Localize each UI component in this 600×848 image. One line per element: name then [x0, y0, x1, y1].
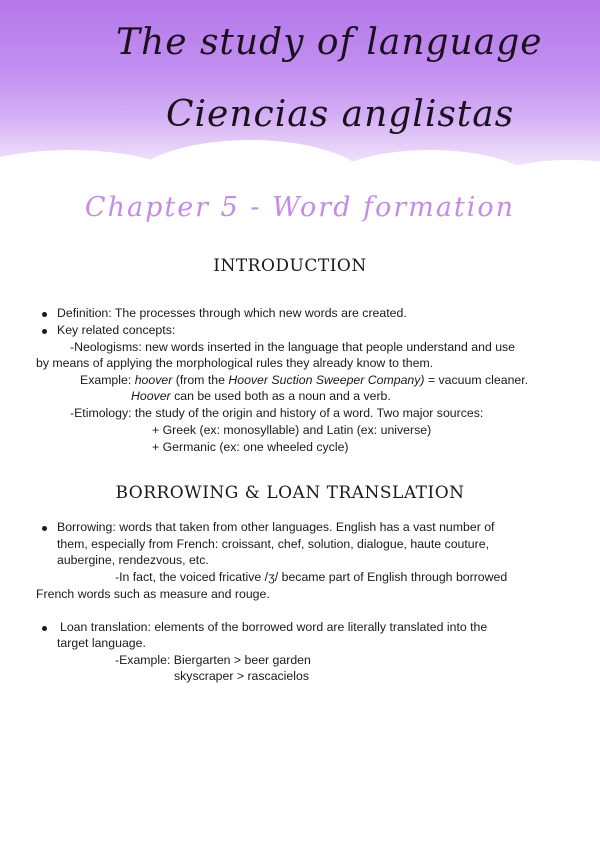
- neologisms-line-1: -Neologisms: new words inserted in the language that people understand and use: [70, 340, 516, 354]
- hoover-rest: can be used both as a noun and a verb.: [174, 389, 391, 403]
- bullet-icon: [42, 526, 47, 531]
- page-title: The study of language: [116, 22, 543, 63]
- example-line: [80, 373, 528, 387]
- borrowing-line-1: Borrowing: words that taken from other languages. English has a vast number of: [57, 520, 495, 534]
- chapter-title: Chapter 5 - Word formation: [84, 192, 516, 223]
- borrowing-line-3: aubergine, rendezvous, etc.: [57, 553, 209, 567]
- bullet-icon: [42, 626, 47, 631]
- source-germanic: + Germanic (ex: one wheeled cycle): [152, 440, 349, 454]
- example-label: Example:: [80, 373, 132, 387]
- fricative-line-2: French words such as measure and rouge.: [36, 587, 270, 601]
- example-from: (from the: [175, 373, 225, 387]
- bullet-icon: [42, 312, 47, 317]
- hoover-word: Hoover: [131, 389, 171, 403]
- loan-example-1: -Example: Biergarten > beer garden: [115, 653, 311, 667]
- etymology-text: -Etimology: the study of the origin and history of a word. Two major sources:: [70, 406, 484, 420]
- definition-text: Definition: The processes through which new words are created.: [57, 306, 407, 320]
- borrowing-line-2: them, especially from French: croissant, chef, solution, dialogue, haute couture,: [57, 537, 489, 551]
- example-rest: = vacuum cleaner.: [427, 373, 529, 387]
- fricative-line-1: -In fact, the voiced fricative /ʒ/ became part of English through borrowed: [115, 570, 508, 584]
- bullet-icon: [42, 329, 47, 334]
- loan-line-1: Loan translation: elements of the borrowed word are literally translated into the: [60, 620, 488, 634]
- page-subtitle: Ciencias anglistas: [166, 94, 515, 135]
- section-heading-borrowing: BORROWING & LOAN TRANSLATION: [115, 483, 465, 503]
- neologisms-line-2: by means of applying the morphological rules they already know to them.: [36, 356, 434, 370]
- source-greek-latin: + Greek (ex: monosyllable) and Latin (ex: universe): [152, 423, 432, 437]
- loan-example-2: skyscraper > rascacielos: [174, 669, 309, 683]
- example-company: Hoover Suction Sweeper Company): [228, 373, 425, 387]
- hoover-line: [131, 389, 391, 403]
- banner-fade: [0, 178, 600, 190]
- key-concepts-text: Key related concepts:: [57, 323, 176, 337]
- example-word: hoover: [134, 373, 173, 387]
- section-heading-introduction: INTRODUCTION: [213, 256, 367, 276]
- loan-line-2: target language.: [57, 636, 146, 650]
